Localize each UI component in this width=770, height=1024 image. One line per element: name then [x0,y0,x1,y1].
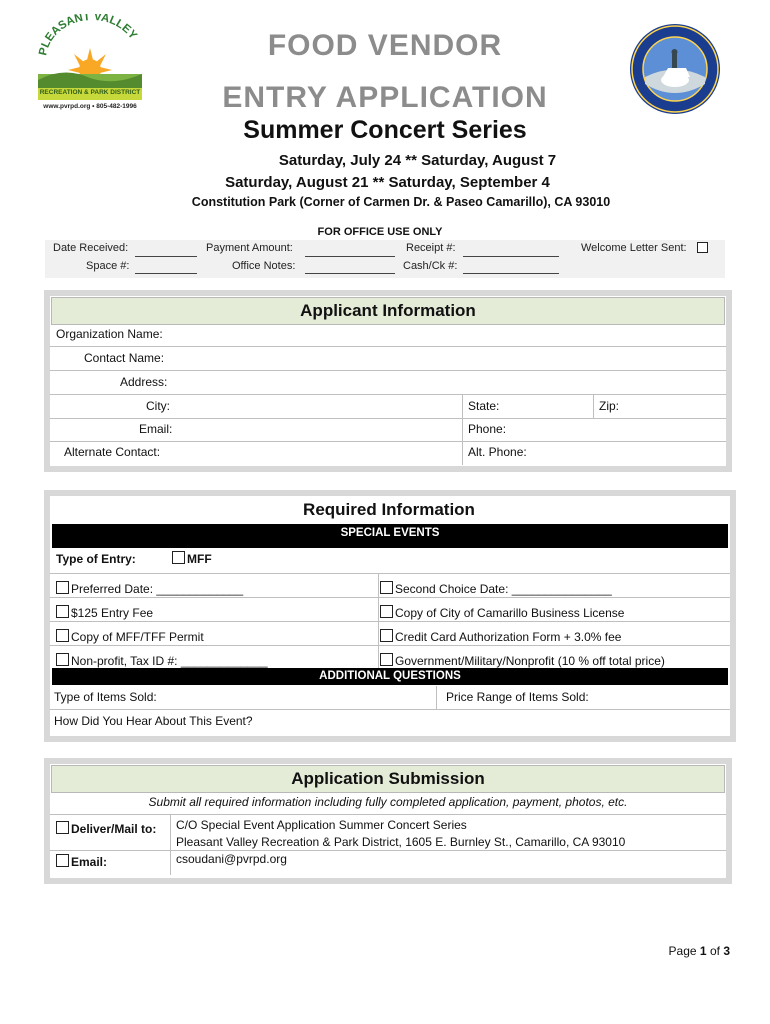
check-row-4 [50,622,730,646]
logo-band-text: RECREATION & PARK DISTRICT [39,89,141,96]
office-use-box [45,240,725,278]
event-subtitle: Summer Concert Series [243,116,527,144]
office-notes-label: Office Notes: [232,260,296,272]
business-license-label: Copy of City of Camarillo Business License [395,606,625,620]
credit-card-label: Credit Card Authorization Form + 3.0% fee [395,630,622,644]
page-number: 1 [699,944,707,958]
applicant-heading: Applicant Information [51,297,725,325]
submission-section [44,758,732,884]
required-heading: Required Information [51,497,727,523]
page-word: Page [668,944,697,958]
pleasant-valley-logo [34,14,146,114]
state-label: State: [468,399,500,413]
welcome-letter-label: Welcome Letter Sent: [581,242,687,254]
alt-phone-label: Alt. Phone: [468,445,527,459]
address-row[interactable] [50,371,726,395]
city-label: City: [146,399,170,413]
event-location: Constitution Park (Corner of Carmen Dr. & Paseo Camarillo), CA 93010 [191,195,611,209]
form-title [200,28,570,116]
submission-heading: Application Submission [51,765,725,793]
receipt-line[interactable] [463,255,559,257]
contact-row[interactable] [50,347,726,371]
of-word: of [709,944,720,958]
submission-divider [170,815,171,875]
receipt-label: Receipt #: [406,242,456,254]
space-line[interactable] [135,272,197,274]
payment-amount-label: Payment Amount: [206,242,293,254]
email-submit-checkbox[interactable] [56,854,69,867]
phone-label: Phone: [468,422,507,436]
email-label: Email: [139,422,173,436]
submission-instruction-row [50,791,726,815]
email-row[interactable] [50,418,726,442]
price-divider [436,686,437,709]
deliver-checkbox[interactable] [56,821,69,834]
email-submit-label: Email: [71,855,108,869]
cash-ck-line[interactable] [463,272,559,274]
address-label: Address: [120,375,168,389]
zip-label: Zip: [599,399,620,413]
mff-permit-label: Copy of MFF/TFF Permit [71,630,204,644]
alt-contact-row[interactable] [50,441,726,464]
logo-contact-text: www.pvrpd.org • 805-482-1996 [43,103,137,110]
email-submit-row [50,851,726,875]
type-of-entry-label: Type of Entry: [56,552,136,566]
city-row[interactable] [50,395,726,419]
page-total: 3 [723,944,730,958]
check-row-3 [50,598,730,622]
items-sold-row[interactable] [50,686,730,710]
payment-amount-line[interactable] [305,255,395,257]
title-line-2: ENTRY APPLICATION [222,81,548,114]
organization-row[interactable] [50,323,726,347]
office-use-heading: FOR OFFICE USE ONLY [317,226,443,238]
date-received-line[interactable] [135,255,197,257]
items-sold-label: Type of Items Sold: [54,690,157,704]
city-seal-graphic [628,22,722,116]
entry-fee-label: $125 Entry Fee [71,606,154,620]
date-received-label: Date Received: [53,242,129,254]
title-line-1: FOOD VENDOR [267,29,503,62]
hear-about-row[interactable] [50,710,730,734]
nonprofit-checkbox[interactable] [56,653,69,666]
submission-instruction: Submit all required information including fully completed application, payment, photos, etc. [148,795,628,809]
additional-questions-bar: ADDITIONAL QUESTIONS [52,668,728,685]
government-option[interactable] [380,653,665,668]
organization-label: Organization Name: [56,327,163,341]
event-dates [150,150,625,194]
svg-text:PLEASANT VALLEY: PLEASANT VALLEY [37,14,139,57]
deliver-option[interactable] [56,821,156,836]
deliver-label: Deliver/Mail to: [71,822,157,836]
mff-label: MFF [187,552,212,566]
government-checkbox[interactable] [380,653,393,666]
second-choice-label: Second Choice Date: _______________ [395,582,612,596]
deliver-row [50,815,726,851]
nonprofit-label: Non-profit, Tax ID #: _____________ [71,654,268,668]
office-notes-line[interactable] [305,272,395,274]
check-row-1-top [50,550,730,574]
checklist-divider [378,574,379,668]
price-range-label: Price Range of Items Sold: [446,690,589,704]
check-row-2 [50,574,730,598]
required-section [44,490,736,742]
alt-contact-label: Alternate Contact: [64,445,161,459]
state-divider [462,395,463,465]
government-label: Government/Military/Nonprofit (10 % off total price) [395,654,665,668]
deliver-line-2: Pleasant Valley Recreation & Park District, 1605 E. Burnley St., Camarillo, CA 93010 [176,835,626,849]
deliver-line-1: C/O Special Event Application Summer Concert Series [176,818,467,832]
preferred-date-label: Preferred Date: _____________ [71,582,244,596]
nonprofit-option[interactable] [56,653,268,668]
special-events-bar: SPECIAL EVENTS [52,524,728,548]
zip-divider [593,395,594,418]
cash-ck-label: Cash/Ck #: [403,260,458,272]
email-submit-option[interactable] [56,854,107,869]
page-indicator [669,944,730,958]
dates-line-2: Saturday, August 21 ** Saturday, September 4 [225,174,550,191]
dates-line-1: Saturday, July 24 ** Saturday, August 7 [278,152,557,169]
space-label: Space #: [86,260,130,272]
applicant-section [44,290,732,472]
hear-about-label: How Did You Hear About This Event? [54,714,253,728]
email-submit-value[interactable]: csoudani@pvrpd.org [176,852,287,866]
welcome-letter-checkbox[interactable] [697,242,708,253]
camarillo-city-seal [628,22,722,116]
contact-label: Contact Name: [84,351,165,365]
pleasant-valley-logo-graphic [34,14,146,114]
